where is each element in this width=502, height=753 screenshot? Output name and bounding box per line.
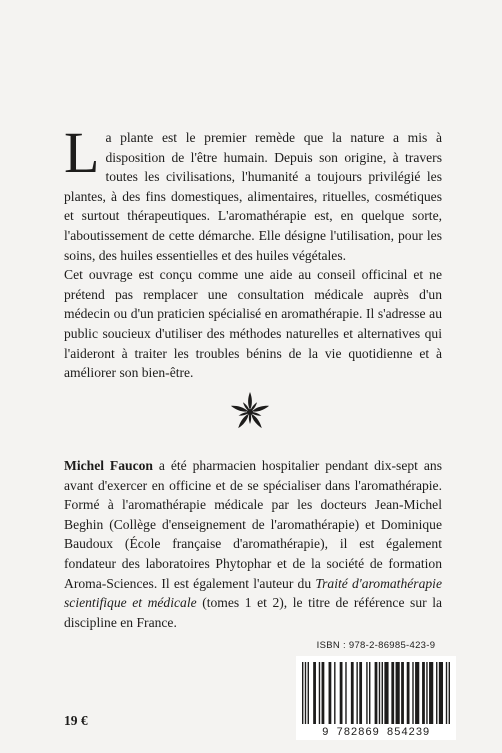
drop-cap: L bbox=[64, 120, 100, 185]
barcode-bar bbox=[305, 662, 306, 724]
barcode-bar bbox=[439, 662, 443, 724]
barcode-bar bbox=[379, 662, 380, 724]
barcode-digits: 9 782869 854239 bbox=[296, 727, 456, 739]
barcode-bar bbox=[446, 662, 447, 724]
barcode-bar bbox=[322, 662, 325, 724]
author-bio-text-1: a été pharmacien hospitalier pendant dix-sept ans avant d'exercer en officine et de se spécialiser dans l'aromathérapie. Formé à l'aromathérapie médicale par les docteurs Jean-Michel Beghin (Collège d'enseignement de l'aromathérapie) et Dominique Baudoux (École française d'aromathérapie), il est également fondateur des laboratoires Phytophar et de la société de formation Aroma-Sciences. Il est également l'auteur du bbox=[64, 458, 442, 591]
blurb-paragraph-2: Cet ouvrage est conçu comme une aide au conseil officinal et ne prétend pas remplacer une consultation médicale auprès d'un médecin ou d'un praticien spécialisé en aromathérapie. Il s'adresse au public soucieux d'utiliser des méthodes naturelles et alternatives qui l'aideront à traiter les troubles bénins de la vie quotidienne et à améliorer son bien-être. bbox=[64, 267, 442, 381]
flower-ornament-svg bbox=[228, 390, 272, 434]
barcode-bar bbox=[359, 662, 362, 724]
barcode-bar bbox=[412, 662, 413, 724]
barcode-bar bbox=[384, 662, 388, 724]
author-bio-paragraph bbox=[64, 456, 442, 632]
barcode-bar bbox=[369, 662, 370, 724]
barcode-bar bbox=[334, 662, 335, 724]
blurb-paragraph-1-text: a plante est le premier remède que la nature a mis à disposition de l'être humain. Depuis son origine, à travers toutes les civilisations, l'humanité a toujours privilégié les plantes, à des fins domestiques, alimentaires, rituelles, cosmétiques et surtout thérapeutiques. L'aromathérapie est, en quelque sorte, l'aboutissement de cette démarche. Elle désigne l'utilisation, pour les soins, des huiles essentielles et des huiles végétales. bbox=[64, 130, 442, 263]
barcode-bar bbox=[351, 662, 354, 724]
barcode-bar bbox=[407, 662, 410, 724]
barcode-bar bbox=[366, 662, 367, 724]
barcode-bar bbox=[302, 662, 303, 724]
barcode-bar bbox=[422, 662, 425, 724]
barcode-bar bbox=[382, 662, 383, 724]
flower-ornament-icon bbox=[228, 390, 272, 434]
barcode-bar bbox=[340, 662, 343, 724]
barcode-bar bbox=[319, 662, 320, 724]
barcode-bars bbox=[296, 656, 456, 726]
isbn-label: ISBN : 978-2-86985-423-9 bbox=[316, 640, 436, 651]
barcode-bar bbox=[415, 662, 419, 724]
cover-blurb bbox=[64, 120, 442, 383]
price: 19 € bbox=[64, 713, 88, 728]
barcode-bar bbox=[375, 662, 378, 724]
blurb-paragraph-1 bbox=[64, 120, 442, 265]
barcode-bar bbox=[329, 662, 332, 724]
barcode-bar bbox=[313, 662, 316, 724]
author-name: Michel Faucon bbox=[64, 458, 153, 473]
barcode-bar bbox=[396, 662, 400, 724]
author-bio bbox=[64, 456, 442, 632]
isbn-barcode bbox=[296, 656, 456, 740]
barcode-bar bbox=[308, 662, 309, 724]
barcode-bar bbox=[356, 662, 357, 724]
author-book-title: Traité d'aromathérapie scientifique et médicale bbox=[64, 575, 442, 611]
barcode-bar bbox=[345, 662, 346, 724]
barcode-bar bbox=[436, 662, 437, 724]
author-bio-text-2: (tomes 1 et 2), le titre de référence sur la discipline en France. bbox=[64, 595, 443, 630]
barcode-bar bbox=[401, 662, 404, 724]
barcode-bar bbox=[449, 662, 450, 724]
barcode-bar bbox=[429, 662, 433, 724]
barcode-bar bbox=[391, 662, 394, 724]
barcode-bar bbox=[426, 662, 427, 724]
